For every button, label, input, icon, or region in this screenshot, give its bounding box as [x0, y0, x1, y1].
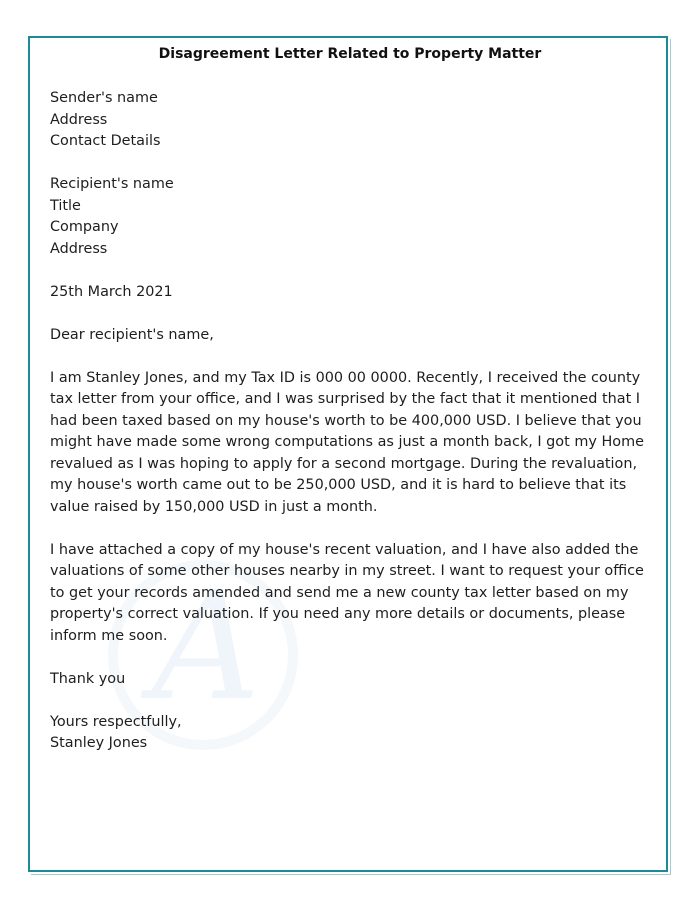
- recipient-address: Address: [50, 240, 108, 257]
- paragraph-line: my house's worth came out to be 250,000 USD, and it is hard to believe that its: [50, 477, 627, 493]
- salutation: Dear recipient's name,: [50, 326, 214, 343]
- closing-line: Yours respectfully,: [50, 713, 182, 730]
- paragraph-line: might have made some wrong computations as just a month back, I got my Home: [50, 434, 644, 450]
- letter-body: [50, 88, 645, 755]
- paragraph-line: valuations of some other houses nearby in my street. I want to request your office: [50, 563, 644, 579]
- paragraph-line: tax letter from your office, and I was surprised by the fact that it mentioned that I: [50, 391, 641, 407]
- sender-name: Sender's name: [50, 90, 158, 106]
- recipient-name: Recipient's name: [50, 176, 174, 192]
- paragraph-line: inform me soon.: [50, 627, 168, 644]
- signature-name: Stanley Jones: [50, 735, 148, 751]
- thanks-line: Thank you: [50, 670, 126, 687]
- sender-block: [50, 88, 645, 153]
- recipient-company: Company: [50, 219, 119, 235]
- paragraph-1: [50, 368, 645, 519]
- watermark-logo: A: [152, 560, 261, 734]
- sender-address: Address: [50, 111, 108, 128]
- recipient-block: [50, 174, 645, 260]
- paragraph-line: revalued as I was hoping to apply for a second mortgage. During the revaluation,: [50, 455, 638, 472]
- paragraph-line: I have attached a copy of my house's recent valuation, and I have also added the: [50, 541, 639, 558]
- paragraph-line: to get your records amended and send me a new county tax letter based on my: [50, 584, 629, 601]
- paragraph-2: [50, 540, 645, 648]
- sender-contact: Contact Details: [50, 133, 161, 149]
- paragraph-line: property's correct valuation. If you need any more details or documents, please: [50, 606, 626, 622]
- letter-title: Disagreement Letter Related to Property Matter: [158, 46, 542, 62]
- recipient-title: Title: [50, 197, 81, 214]
- paragraph-line: I am Stanley Jones, and my Tax ID is 000 00 0000. Recently, I received the county: [50, 369, 641, 386]
- paragraph-line: had been taxed based on my house's worth to be 400,000 USD. I believe that you: [50, 412, 642, 429]
- paragraph-line: value raised by 150,000 USD in just a month.: [50, 498, 378, 515]
- letter-date: 25th March 2021: [50, 283, 173, 300]
